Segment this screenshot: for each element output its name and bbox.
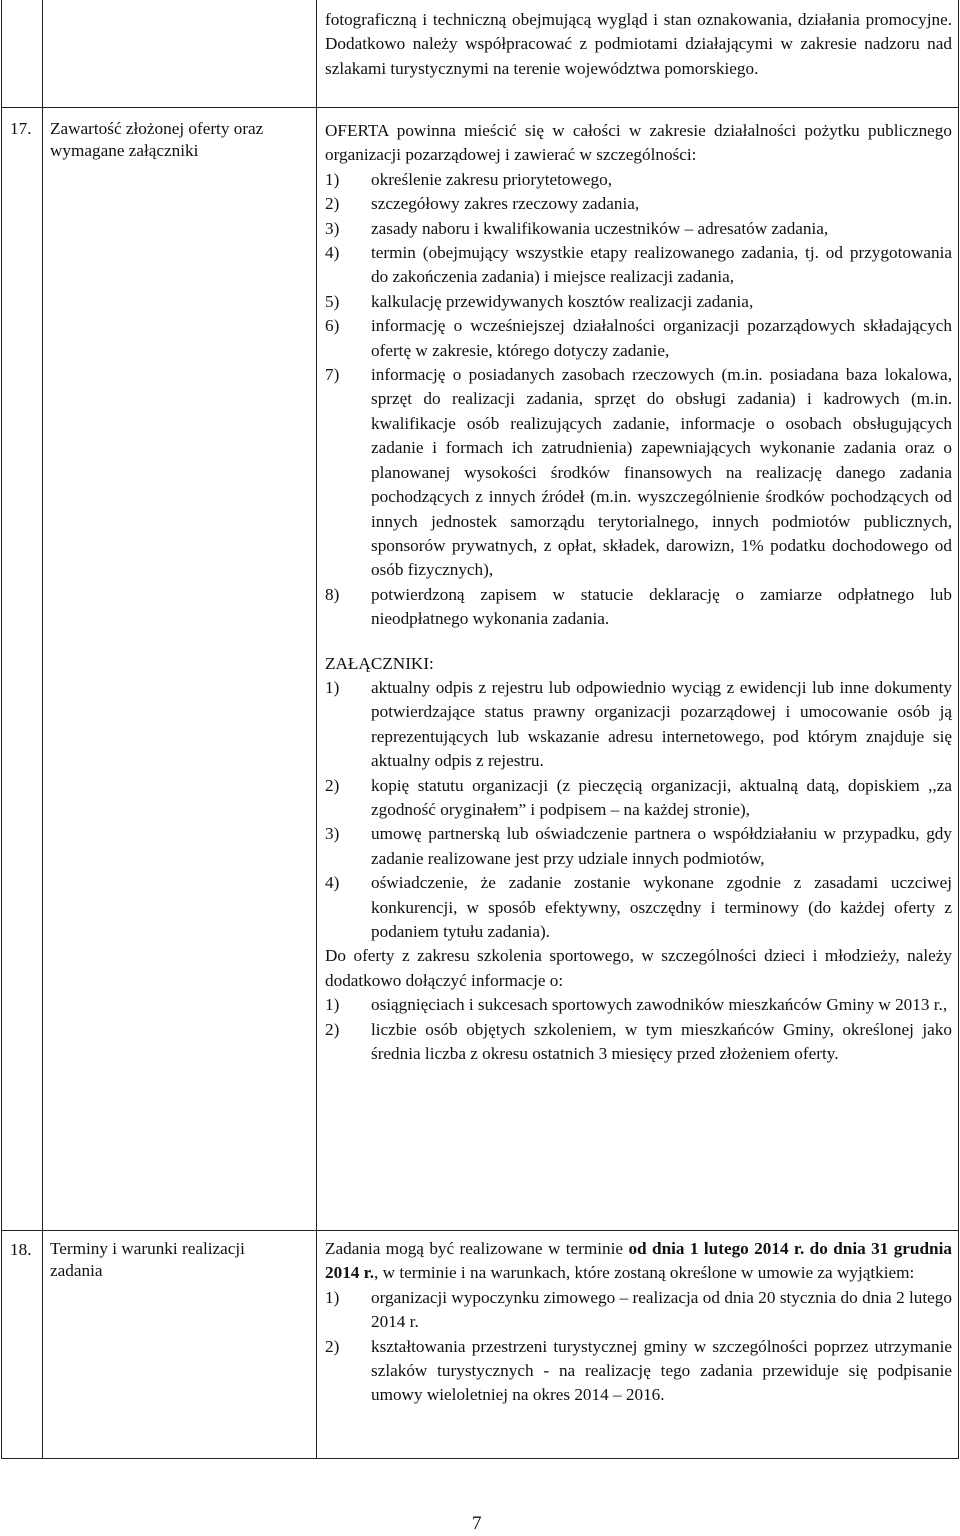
table-border-col1: [42, 0, 43, 1458]
list-item: 3) umowę partnerską lub oświadczenie partnera o współdziałaniu w przypadku, gdy zadanie realizowane jest przy udziale innych podmiotów,: [325, 824, 952, 868]
row-content-18: [325, 1237, 952, 1408]
spacer: [325, 632, 952, 652]
list-item: 7) informację o posiadanych zasobach rzeczowych (m.in. posiadana baza lokalowa, sprzęt do realizacji zadania, sprzęt do obsługi zadania) i kadrowych (m.in. kwalifikacje osób realizujących zadanie, informacje o osobach obsługujących zadanie i formach ich zatrudnienia) zapewniających wykonanie zadania oraz o planowanej wysokości środków finansowych na realizację danego zadania pochodzących z innych źródeł (m.in. wyszczególnienie środków pochodzących od innych jednostek samorządu terytorialnego, innych podmiotów publicznych, sponsorów prywatnych, z opłat, składek, darowizn, 1% podatku dochodowego od osób fizycznych),: [325, 365, 952, 580]
row-label-17: Zawartość złożonej oferty oraz wymagane załączniki: [50, 119, 264, 160]
list-item: 5) kalkulację przewidywanych kosztów realizacji zadania,: [325, 291, 754, 311]
list-item: 1) osiągnięciach i sukcesach sportowych zawodników mieszkańców Gminy w 2013 r.,: [325, 995, 948, 1015]
row-number-17: 17.: [10, 119, 32, 138]
table-border-right: [958, 0, 959, 1458]
list-item: 1) określenie zakresu priorytetowego,: [325, 169, 613, 189]
table-border-left: [1, 0, 2, 1458]
row-divider-17: [1, 107, 959, 108]
page-number: 7: [472, 1513, 482, 1534]
row-content-17: [325, 119, 952, 1066]
list-item: 1) aktualny odpis z rejestru lub odpowiednio wyciąg z ewidencji lub inne dokumenty potwierdzające status prawny organizacji pozarządowej i umocowanie osób ją reprezentujących lub wskazanie adresu internetowego, pod którym znajduje się aktualny odpis z rejestru.: [325, 677, 952, 771]
list-item: 8) potwierdzoną zapisem w statucie deklarację o zamiarze odpłatnego lub nieodpłatnego wykonania zadania.: [325, 584, 952, 629]
list-item: 2) liczbie osób objętych szkoleniem, w tym mieszkańców Gminy, określonej jako średnia liczba z okresu ostatnich 3 miesięcy przed złożeniem oferty.: [325, 1019, 952, 1064]
list-item: 2) szczegółowy zakres rzeczowy zadania,: [325, 194, 640, 214]
list-item: 3) zasady naboru i kwalifikowania uczestników – adresatów zadania,: [325, 218, 829, 238]
zalaczniki-list: [325, 676, 952, 944]
row-label-18: Terminy i warunki realizacji zadania: [50, 1239, 245, 1280]
table-border-bottom: [1, 1458, 959, 1459]
list-item: 1) organizacji wypoczynku zimowego – realizacja od dnia 20 stycznia do dnia 2 lutego 2014 r.: [325, 1287, 952, 1332]
list-item: 2) kształtowania przestrzeni turystycznej gminy w szczególności poprzez utrzymanie szlaków turystycznych - na realizację tego zadania przewiduje się podpisanie umowy wieloletniej na okres 2014 – 2016.: [325, 1336, 952, 1405]
row-number-18: 18.: [10, 1240, 32, 1259]
terminy-dates: od dnia 1 lutego 2014 r. do dnia 31 grudnia 2014 r.: [325, 1239, 952, 1283]
continued-text: [325, 8, 952, 81]
oferta-intro: OFERTA powinna mieścić się w całości w zakresie działalności pożytku publicznego organizacji pozarządowej i zawierać w szczególności:: [325, 121, 952, 165]
list-item: 2) kopię statutu organizacji (z pieczęcią organizacji, aktualną datą, dopiskiem ,,za zgodność oryginałem” i podpisem – na każdej stronie),: [325, 775, 952, 819]
terminy-intro: Zadania mogą być realizowane w terminie od dnia 1 lutego 2014 r. do dnia 31 grudnia 2014 r., w terminie i na warunkach, które zostaną określone w umowie za wyjątkiem:: [325, 1239, 952, 1283]
table-border-col2: [316, 0, 317, 1458]
list-item: 4) oświadczenie, że zadanie zostanie wykonane zgodnie z zasadami uczciwej konkurencji, w sposób efektywny, oszczędny i terminowy (do każdej oferty z podaniem tytułu zadania).: [325, 873, 952, 941]
sport-list: [325, 993, 952, 1066]
terminy-list: [325, 1286, 952, 1408]
oferta-list: [325, 168, 952, 632]
zalaczniki-heading: ZAŁĄCZNIKI:: [325, 653, 434, 673]
continued-paragraph: fotograficzną i techniczną obejmującą wygląd i stan oznakowania, działania promocyjne. Dodatkowo należy współpracować z podmiotami działającymi w zakresie nadzoru nad szlakami turystycznymi na terenie województwa pomorskiego.: [325, 10, 952, 78]
list-item: 4) termin (obejmujący wszystkie etapy realizowanego zadania, tj. od przygotowania do zakończenia zadania) i miejsce realizacji zadania,: [325, 243, 952, 287]
row-divider-18: [1, 1230, 959, 1231]
list-item: 6) informację o wcześniejszej działalności organizacji pozarządowych składających ofertę w zakresie, którego dotyczy zadanie,: [325, 316, 952, 360]
sport-intro: Do oferty z zakresu szkolenia sportowego, w szczególności dzieci i młodzieży, należy dodatkowo dołączyć informacje o:: [325, 946, 952, 990]
